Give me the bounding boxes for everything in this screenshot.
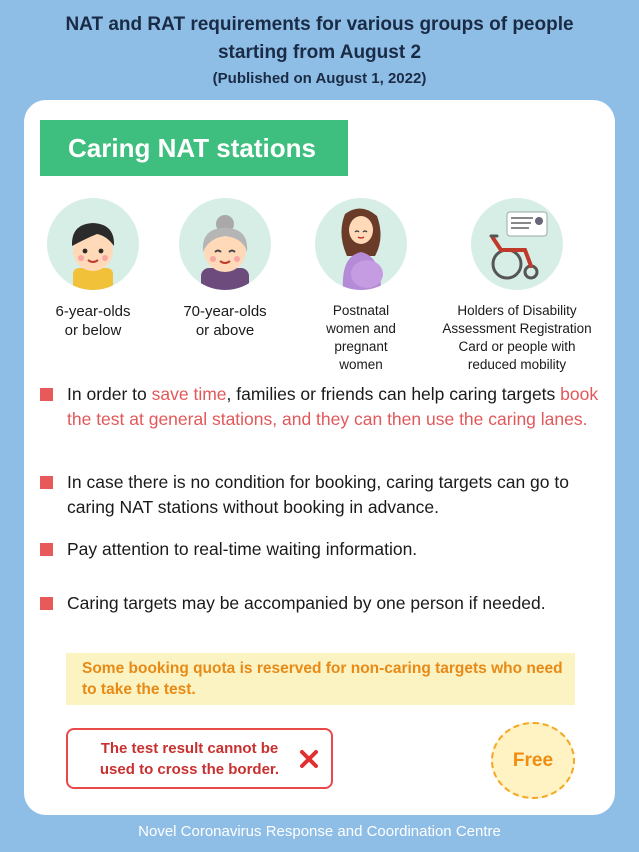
bullet-text: Caring targets may be accompanied by one person if needed.	[67, 593, 546, 613]
group-label-line: women and	[326, 321, 396, 336]
group-pregnant-women	[286, 198, 436, 374]
bullet-text: In order to	[67, 384, 152, 404]
group-label-line: pregnant	[334, 339, 388, 354]
group-label-line: women	[339, 357, 383, 372]
group-label-line: reduced mobility	[467, 357, 567, 372]
bullet-square-icon	[40, 476, 53, 489]
bullet-text: Pay attention to real-time waiting information.	[67, 539, 418, 559]
bullet-save-time	[40, 382, 600, 432]
bullet-no-booking	[40, 470, 600, 520]
group-label-line: or above	[195, 322, 255, 339]
bullet-text: , families or friends can help caring targets	[226, 384, 561, 404]
quota-note: Some booking quota is reserved for non-caring targets who need to take the test.	[66, 653, 575, 705]
group-disability	[429, 198, 605, 374]
group-label-line: or below	[64, 322, 122, 339]
group-label-line: Holders of Disability	[457, 303, 577, 318]
group-label-line: 70-year-olds	[183, 303, 267, 320]
content-card	[24, 100, 615, 815]
highlight-text: save time	[151, 384, 227, 404]
cross-icon	[298, 748, 320, 770]
pregnant-woman-icon	[315, 198, 407, 290]
footer: Novel Coronavirus Response and Coordination Centre	[138, 823, 501, 840]
group-elderly	[150, 198, 300, 340]
border-notice	[66, 728, 333, 789]
wheelchair-icon	[471, 198, 563, 290]
title-line-1: NAT and RAT requirements for various groups of people	[65, 14, 574, 35]
group-children	[18, 198, 168, 340]
group-label-line: 6-year-olds	[55, 303, 131, 320]
published-date: (Published on August 1, 2022)	[212, 70, 427, 87]
bullet-waiting-info	[40, 537, 600, 562]
bullet-square-icon	[40, 388, 53, 401]
highlight-text: book the test at general stations, and they can then use the caring lanes.	[67, 384, 599, 429]
group-label-line: Card or people with	[458, 339, 576, 354]
title-line-2: starting from August 2	[217, 42, 422, 63]
group-label-line: Assessment Registration	[442, 321, 592, 336]
elderly-woman-icon	[179, 198, 271, 290]
bullet-accompanied	[40, 591, 600, 616]
section-banner: Caring NAT stations	[40, 120, 348, 176]
bullet-square-icon	[40, 597, 53, 610]
free-badge: Free	[491, 722, 575, 799]
border-notice-text: The test result cannot be used to cross the border.	[99, 740, 280, 778]
group-label-line: Postnatal	[332, 303, 390, 318]
child-icon	[47, 198, 139, 290]
bullet-text: In case there is no condition for booking, caring targets can go to caring NAT stations without booking in advance.	[67, 472, 569, 517]
bullet-square-icon	[40, 543, 53, 556]
